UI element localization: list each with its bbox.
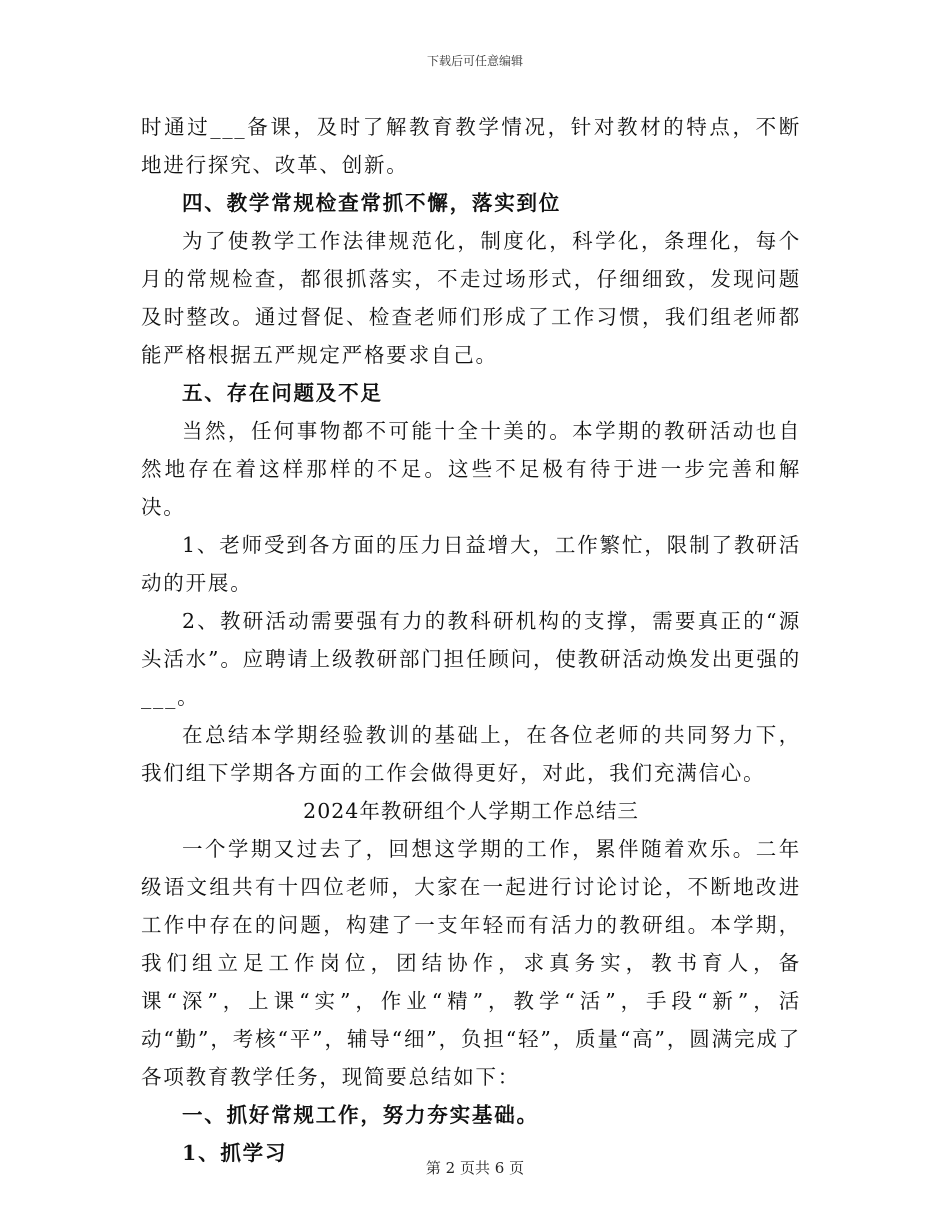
page-header: 下载后可任意编辑: [426, 54, 523, 68]
document-title: 2024年教研组个人学期工作总结三: [303, 799, 639, 823]
section-heading-4: 四、教学常规检查常抓不懈，落实到位: [182, 191, 562, 215]
paragraph-continuation: 时通过___备课，及时了解教育教学情况，针对教材的特点，不断地进行探究、改革、创新。: [141, 115, 801, 177]
paragraph-shortcomings: 当然，任何事物都不可能十全十美的。本学期的教研活动也自然地存在着这样那样的不足。这些不足极有待于进一步完善和解决。: [141, 419, 801, 519]
document-body: [141, 108, 801, 1172]
paragraph-conclusion: 在总结本学期经验教训的基础上，在各位老师的共同努力下，我们组下学期各方面的工作会做得更好，对此，我们充满信心。: [141, 723, 801, 785]
paragraph-routine-check: 为了使教学工作法律规范化，制度化，科学化，条理化，每个月的常规检查，都很抓落实，不走过场形式，仔细细致，发现问题及时整改。通过督促、检查老师们形成了工作习惯，我们组老师都能严格根据五严规定严格要求自己。: [141, 229, 801, 367]
list-item-2: 2、教研活动需要强有力的教科研机构的支撑，需要真正的“源头活水”。应聘请上级教研部门担任顾问，使教研活动焕发出更强的___。: [141, 609, 801, 709]
list-item-1: 1、老师受到各方面的压力日益增大，工作繁忙，限制了教研活动的开展。: [141, 533, 801, 595]
subsection-heading-1: 1、抓学习: [182, 1141, 288, 1165]
page-footer: 第 2 页共 6 页: [425, 1159, 525, 1177]
section-heading-1: 一、抓好常规工作，努力夯实基础。: [182, 1103, 539, 1127]
paragraph-intro: 一个学期又过去了，回想这学期的工作，累伴随着欢乐。二年级语文组共有十四位老师，大家在一起进行讨论讨论，不断地改进工作中存在的问题，构建了一支年轻而有活力的教研组。本学期，我们组立足工作岗位，团结协作，求真务实，教书育人，备课“深”，上课“实”，作业“精”，教学“活”，手段“新”，活动“勤”，考核“平”，辅导“细”，负担“轻”，质量“高”，圆满完成了各项教育教学任务，现简要总结如下：: [141, 837, 801, 1089]
section-heading-5: 五、存在问题及不足: [182, 381, 383, 405]
